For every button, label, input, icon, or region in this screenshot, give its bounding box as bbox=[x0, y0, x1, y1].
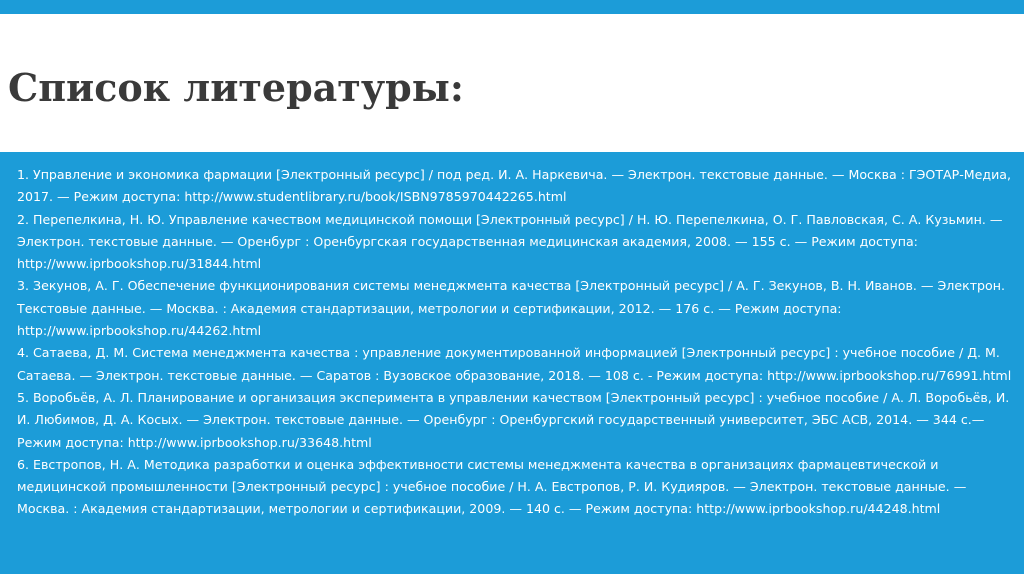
top-accent-bar bbox=[0, 0, 1024, 14]
reference-item-5: 5. Воробьёв, А. Л. Планирование и организация эксперимента в управлении качеством [Электронный ресурс] : учебное пособие / А. Л. Воробьёв, И. И. Любимов, Д. А. Косых. — Электрон. текстовые данные. — Оренбург : Оренбургский государственный университет, ЭБС АСВ, 2014. — 344 с.— Режим доступа: http://www.iprbookshop.ru/33648.html bbox=[17, 389, 1010, 450]
slide-title: Список литературы: bbox=[8, 65, 464, 110]
reference-item-6: 6. Евстропов, Н. А. Методика разработки и оценка эффективности системы менеджмента качества в организациях фармацевтической и медицинской промышленности [Электронный ресурс] : учебное пособие / Н. А. Евстропов, Р. И. Кудияров. — Электрон. текстовые данные. — Москва. : Академия стандартизации, метрологии и сертификации, 2009. — 140 c. — Режим доступа: http://www.iprbookshop.ru/44248.html bbox=[17, 456, 967, 517]
title-area bbox=[0, 14, 1024, 152]
reference-item-4: 4. Сатаева, Д. М. Система менеджмента качества : управление документированной информацией [Электронный ресурс] : учебное пособие / Д. М. Сатаева. — Электрон. текстовые данные. — Саратов : Вузовское образование, 2018. — 108 c. - Режим доступа: http://www.iprbookshop.ru/76991.html bbox=[17, 345, 1012, 383]
content-panel bbox=[0, 152, 1024, 574]
reference-item-2: 2. Перепелкина, Н. Ю. Управление качеством медицинской помощи [Электронный ресурс] / Н. Ю. Перепелкина, О. Г. Павловская, С. А. Кузьмин. — Электрон. текстовые данные. — Оренбург : Оренбургская государственная медицинская академия, 2008. — 155 c. — Режим доступа: http://www.iprbookshop.ru/31844.html bbox=[17, 211, 1003, 272]
reference-item-3: 3. Зекунов, А. Г. Обеспечение функционирования системы менеджмента качества [Электронный ресурс] / А. Г. Зекунов, В. Н. Иванов. — Электрон. Текстовые данные. — Москва. : Академия стандартизации, метрологии и сертификации, 2012. — 176 c. — Режим доступа: http://www.iprbookshop.ru/44262.html bbox=[17, 278, 1005, 339]
reference-item-1: 1. Управление и экономика фармации [Электронный ресурс] / под ред. И. А. Наркевича. — Электрон. текстовые данные. — Москва : ГЭОТАР-Медиа, 2017. — Режим доступа: http://www.studentlibrary.ru/book/ISBN9785970442265.html bbox=[17, 167, 1012, 205]
reference-list bbox=[17, 164, 1013, 521]
